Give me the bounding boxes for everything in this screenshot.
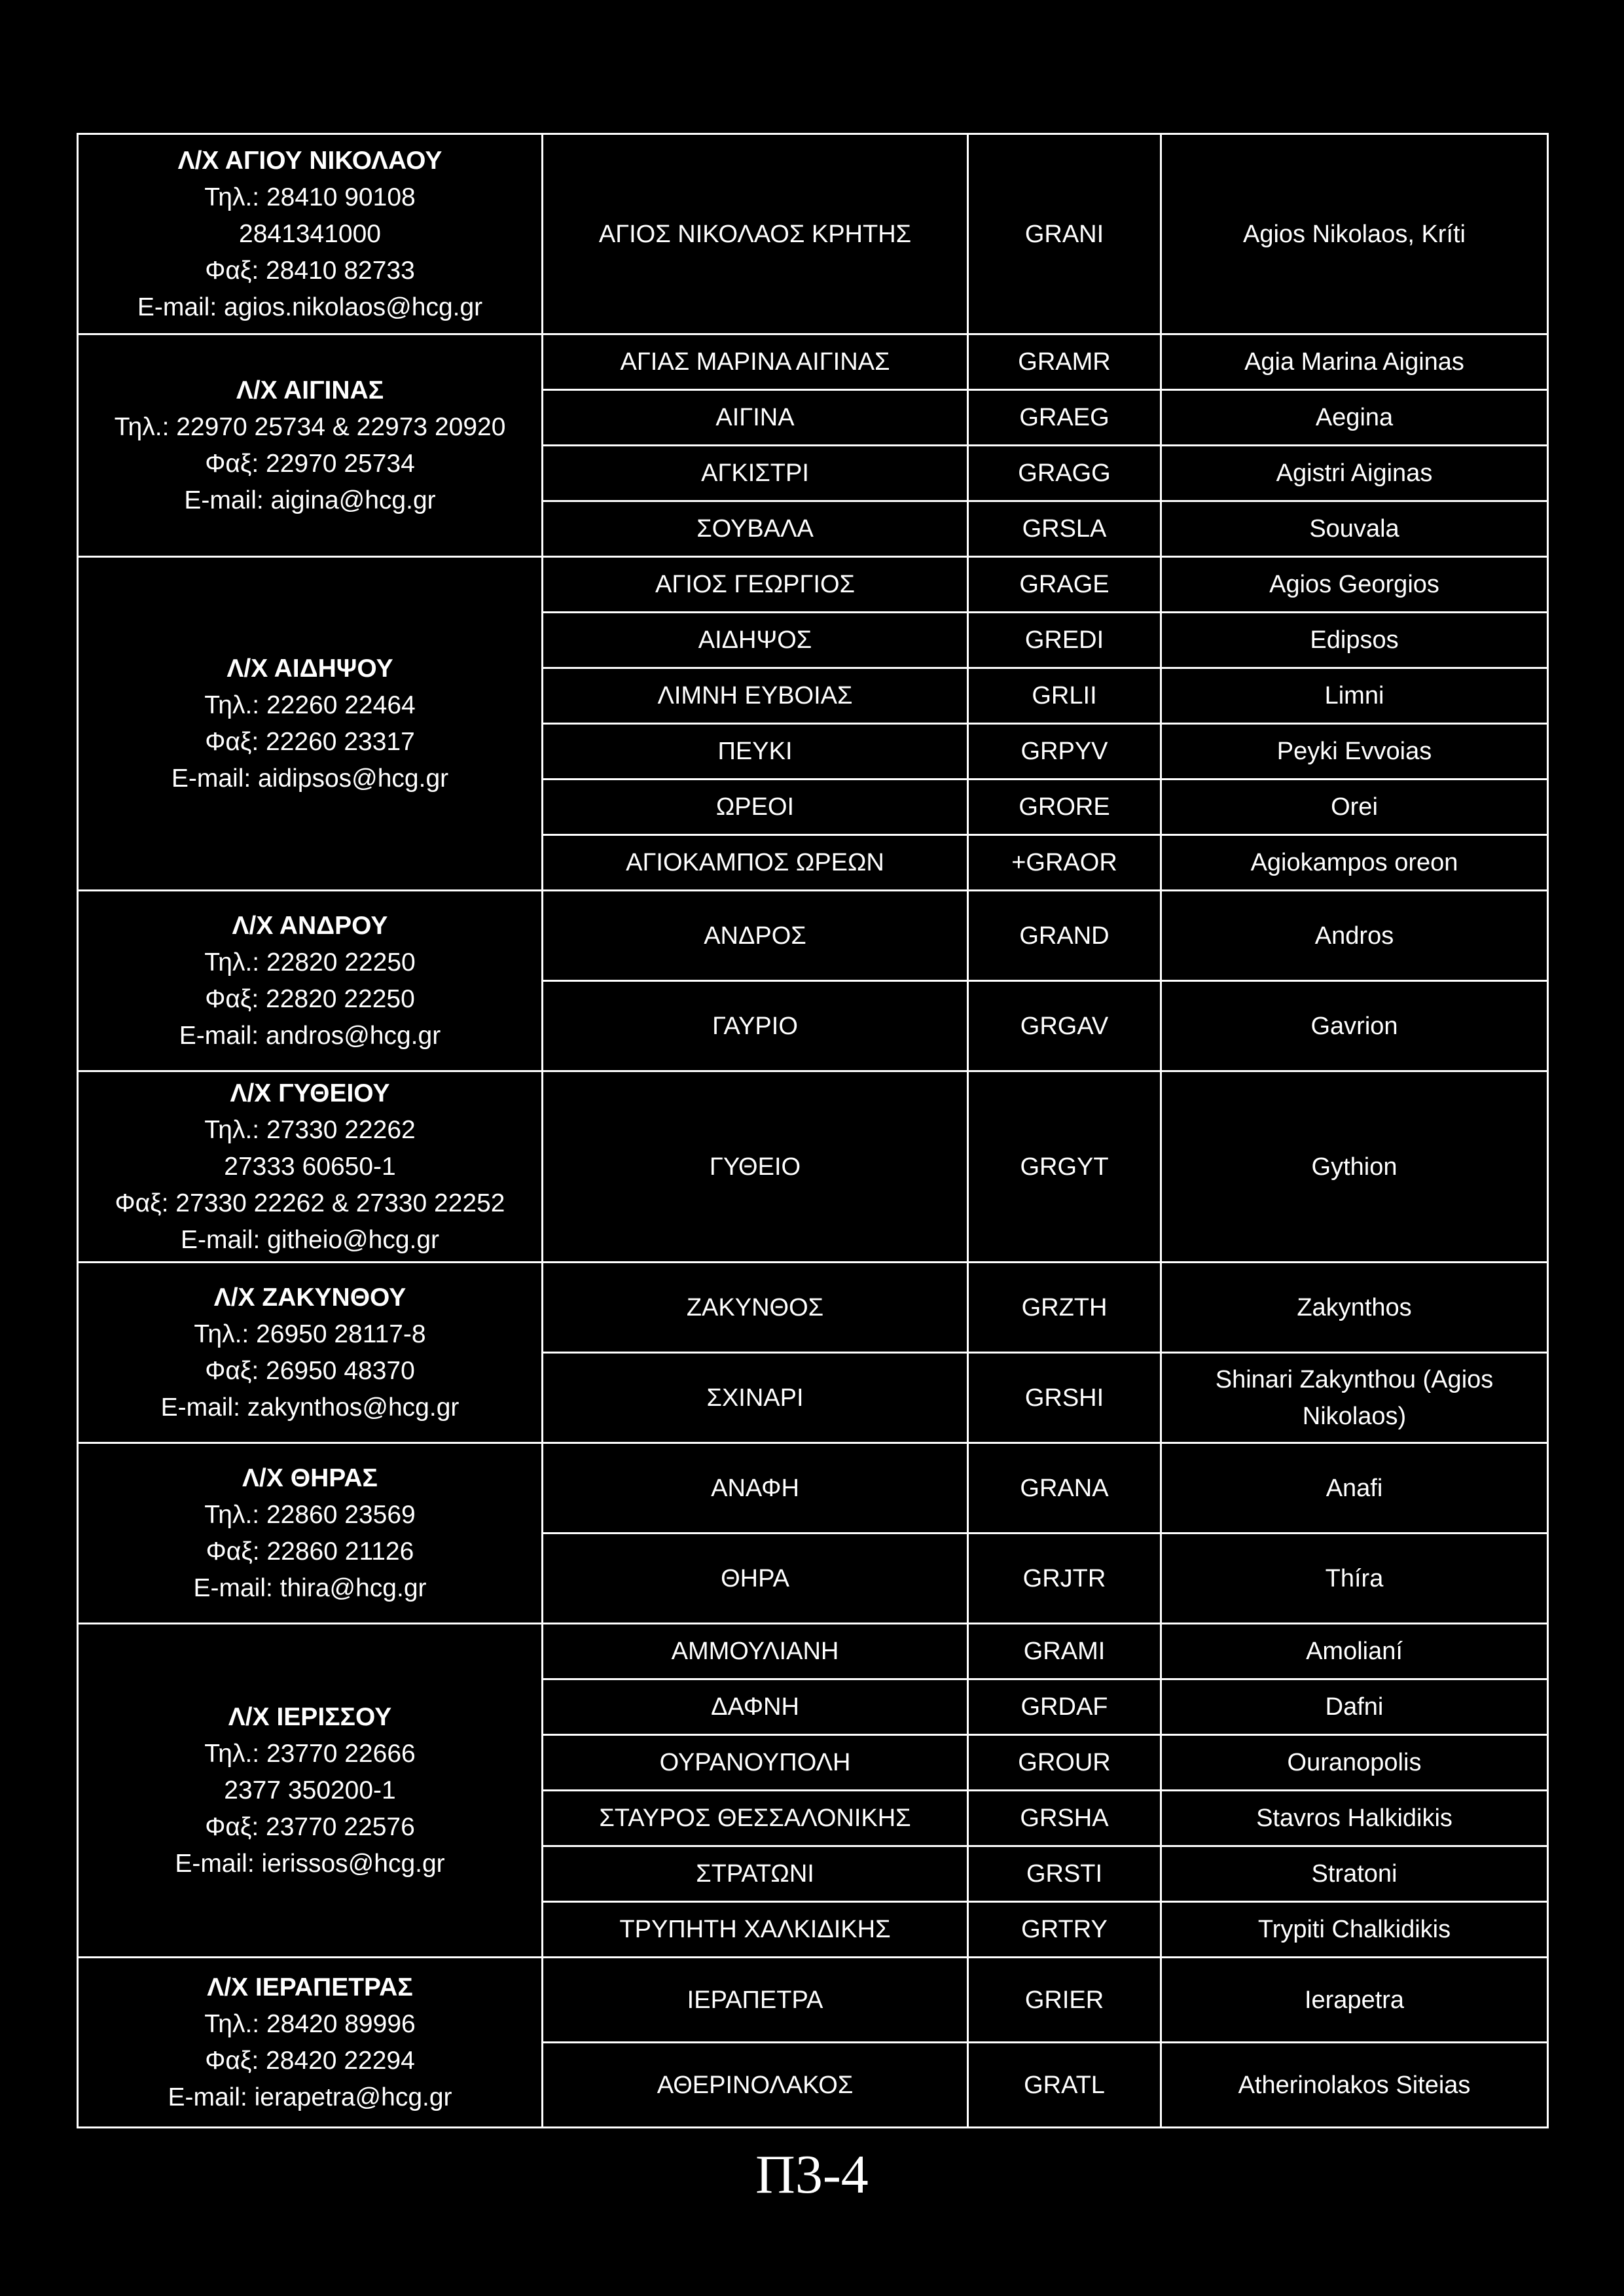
port-code: GRIER <box>968 1958 1161 2043</box>
office-name: Λ/Χ ΑΓΙΟΥ ΝΙΚΟΛΑΟΥ <box>177 146 442 175</box>
port-name-latin: Stavros Halkidikis <box>1161 1791 1548 1846</box>
port-name-greek: ΖΑΚΥΝΘΟΣ <box>543 1263 968 1353</box>
port-code: GRSLA <box>968 501 1161 557</box>
port-code: GRPYV <box>968 724 1161 780</box>
port-code: GRGYT <box>968 1071 1161 1263</box>
port-name-latin: Ouranopolis <box>1161 1735 1548 1791</box>
office-contact-line: Τηλ.: 22970 25734 & 22973 20920 <box>114 412 506 441</box>
office-name: Λ/Χ ΓΥΘΕΙΟΥ <box>230 1079 390 1107</box>
port-code: GROUR <box>968 1735 1161 1791</box>
port-name-greek: ΑΓΙΟΣ ΝΙΚΟΛΑΟΣ ΚΡΗΤΗΣ <box>543 134 968 334</box>
harbour-office-cell <box>78 1958 543 2128</box>
harbour-office-cell <box>78 1443 543 1624</box>
port-name-greek: ΔΑΦΝΗ <box>543 1679 968 1735</box>
harbour-office-cell <box>78 1624 543 1958</box>
port-name-latin: Stratoni <box>1161 1846 1548 1902</box>
port-name-latin: Agiokampos oreon <box>1161 835 1548 891</box>
office-contact-line: Τηλ.: 28420 89996 <box>204 2009 416 2038</box>
port-name-latin: Agios Georgios <box>1161 557 1548 613</box>
office-contact-line: 2841341000 <box>239 219 381 248</box>
port-name-greek: ΑΜΜΟΥΛΙΑΝΗ <box>543 1624 968 1679</box>
port-code: GRZTH <box>968 1263 1161 1353</box>
port-name-greek: ΑΝΔΡΟΣ <box>543 891 968 981</box>
table-row <box>78 1624 1548 1679</box>
port-name-greek: ΘΗΡΑ <box>543 1534 968 1624</box>
port-name-latin: Gavrion <box>1161 981 1548 1071</box>
port-name-latin: Orei <box>1161 780 1548 835</box>
office-contact-line: Φαξ: 22970 25734 <box>205 449 415 478</box>
port-name-latin: Dafni <box>1161 1679 1548 1735</box>
page-number: Π3-4 <box>755 2144 869 2205</box>
harbour-office-cell <box>78 134 543 334</box>
port-name-latin: Andros <box>1161 891 1548 981</box>
table-row <box>78 134 1548 334</box>
office-contact-line: 2377 350200-1 <box>224 1776 396 1804</box>
harbour-office-cell <box>78 334 543 557</box>
office-contact-line: 27333 60650-1 <box>224 1152 396 1181</box>
port-name-greek: ΤΡΥΠΗΤΗ ΧΑΛΚΙΔΙΚΗΣ <box>543 1902 968 1958</box>
table-row <box>78 891 1548 981</box>
office-contact-line: Φαξ: 22820 22250 <box>205 984 415 1013</box>
port-name-greek: ΣΧΙΝΑΡΙ <box>543 1353 968 1443</box>
port-name-greek: ΑΓΙΟΣ ΓΕΩΡΓΙΟΣ <box>543 557 968 613</box>
office-contact-line: Φαξ: 26950 48370 <box>205 1356 415 1385</box>
harbour-offices-table <box>77 133 1549 2128</box>
office-contact-line: E-mail: andros@hcg.gr <box>179 1021 441 1050</box>
port-name-latin: Aegina <box>1161 390 1548 446</box>
office-contact-line: Τηλ.: 22860 23569 <box>204 1500 416 1529</box>
table-row <box>78 557 1548 613</box>
port-name-greek: ΣΟΥΒΑΛΑ <box>543 501 968 557</box>
office-contact-line: Φαξ: 28410 82733 <box>205 256 415 285</box>
port-name-greek: ΓΥΘΕΙΟ <box>543 1071 968 1263</box>
port-name-latin: Ierapetra <box>1161 1958 1548 2043</box>
port-code: GRSTI <box>968 1846 1161 1902</box>
port-name-latin: Agia Marina Aiginas <box>1161 334 1548 390</box>
port-code: GRAEG <box>968 390 1161 446</box>
port-name-greek: ΣΤΑΥΡΟΣ ΘΕΣΣΑΛΟΝΙΚΗΣ <box>543 1791 968 1846</box>
port-code: GRSHA <box>968 1791 1161 1846</box>
port-name-latin: Souvala <box>1161 501 1548 557</box>
office-contact-line: Φαξ: 23770 22576 <box>205 1812 415 1841</box>
port-code: GRAMR <box>968 334 1161 390</box>
harbour-office-cell <box>78 557 543 891</box>
port-code: GRANA <box>968 1443 1161 1534</box>
port-code: GRANI <box>968 134 1161 334</box>
port-name-greek: ΑΓΚΙΣΤΡΙ <box>543 446 968 501</box>
table-body <box>78 134 1548 2128</box>
port-name-latin: Atherinolakos Siteias <box>1161 2043 1548 2128</box>
port-name-latin: Gythion <box>1161 1071 1548 1263</box>
port-name-greek: ΟΥΡΑΝΟΥΠΟΛΗ <box>543 1735 968 1791</box>
office-name: Λ/Χ ΙΕΡΑΠΕΤΡΑΣ <box>207 1973 413 2001</box>
office-contact-line: E-mail: thira@hcg.gr <box>193 1573 427 1602</box>
office-contact-line: Τηλ.: 22820 22250 <box>204 948 416 977</box>
port-code: GRSHI <box>968 1353 1161 1443</box>
port-name-greek: ΓΑΥΡΙΟ <box>543 981 968 1071</box>
office-name: Λ/Χ ΑΝΔΡΟΥ <box>232 911 388 940</box>
office-contact-line: E-mail: githeio@hcg.gr <box>180 1225 440 1254</box>
port-code: GRTRY <box>968 1902 1161 1958</box>
office-contact-line: Τηλ.: 27330 22262 <box>204 1115 416 1144</box>
port-name-latin: Edipsos <box>1161 613 1548 668</box>
office-contact-line: Τηλ.: 28410 90108 <box>204 183 416 211</box>
port-name-greek: ΣΤΡΑΤΩΝΙ <box>543 1846 968 1902</box>
table-row <box>78 1443 1548 1534</box>
port-name-greek: ΑΝΑΦΗ <box>543 1443 968 1534</box>
port-name-latin: Agios Nikolaos, Kríti <box>1161 134 1548 334</box>
harbour-office-cell <box>78 1071 543 1263</box>
office-contact-line: Φαξ: 28420 22294 <box>205 2046 415 2075</box>
harbour-office-cell <box>78 891 543 1071</box>
port-code: GREDI <box>968 613 1161 668</box>
port-code: GRAMI <box>968 1624 1161 1679</box>
port-name-greek: ΑΓΙΟΚΑΜΠΟΣ ΩΡΕΩΝ <box>543 835 968 891</box>
office-contact-line: Τηλ.: 23770 22666 <box>204 1739 416 1768</box>
port-name-latin: Limni <box>1161 668 1548 724</box>
office-contact-line: E-mail: ierissos@hcg.gr <box>175 1849 445 1878</box>
office-contact-line: E-mail: agios.nikolaos@hcg.gr <box>137 293 483 321</box>
office-name: Λ/Χ ΖΑΚΥΝΘΟΥ <box>213 1283 406 1312</box>
table-row <box>78 1071 1548 1263</box>
port-code: GRAGG <box>968 446 1161 501</box>
port-name-latin: Agistri Aiginas <box>1161 446 1548 501</box>
port-name-latin: Amolianí <box>1161 1624 1548 1679</box>
office-name: Λ/Χ ΘΗΡΑΣ <box>242 1463 378 1492</box>
port-code: GRORE <box>968 780 1161 835</box>
office-contact-line: Φαξ: 22260 23317 <box>205 727 415 756</box>
office-contact-line: E-mail: ierapetra@hcg.gr <box>168 2083 452 2111</box>
port-code: GRAND <box>968 891 1161 981</box>
port-name-latin: Trypiti Chalkidikis <box>1161 1902 1548 1958</box>
port-name-greek: ΑΙΔΗΨΟΣ <box>543 613 968 668</box>
office-contact-line: E-mail: aigina@hcg.gr <box>184 486 436 514</box>
office-name: Λ/Χ ΑΙΔΗΨΟΥ <box>226 654 393 683</box>
harbour-office-cell <box>78 1263 543 1443</box>
port-code: GRGAV <box>968 981 1161 1071</box>
port-code: +GRAOR <box>968 835 1161 891</box>
table-row <box>78 1263 1548 1353</box>
port-name-greek: ΑΙΓΙΝΑ <box>543 390 968 446</box>
port-name-latin: Shinari Zakynthou (Agios Nikolaos) <box>1161 1353 1548 1443</box>
port-name-latin: Anafi <box>1161 1443 1548 1534</box>
port-name-greek: ΛΙΜΝΗ ΕΥΒΟΙΑΣ <box>543 668 968 724</box>
table-row <box>78 334 1548 390</box>
port-code: GRJTR <box>968 1534 1161 1624</box>
port-code: GRDAF <box>968 1679 1161 1735</box>
office-contact-line: E-mail: zakynthos@hcg.gr <box>160 1393 460 1422</box>
port-name-latin: Thíra <box>1161 1534 1548 1624</box>
port-name-greek: ΩΡΕΟΙ <box>543 780 968 835</box>
office-name: Λ/Χ ΑΙΓΙΝΑΣ <box>236 376 384 404</box>
port-name-latin: Zakynthos <box>1161 1263 1548 1353</box>
port-name-greek: ΑΘΕΡΙΝΟΛΑΚΟΣ <box>543 2043 968 2128</box>
port-code: GRATL <box>968 2043 1161 2128</box>
port-name-greek: ΠΕΥΚΙ <box>543 724 968 780</box>
port-name-greek: ΙΕΡΑΠΕΤΡΑ <box>543 1958 968 2043</box>
port-name-latin: Peyki Evvoias <box>1161 724 1548 780</box>
port-code: GRAGE <box>968 557 1161 613</box>
office-contact-line: Τηλ.: 22260 22464 <box>204 691 416 719</box>
office-name: Λ/Χ ΙΕΡΙΣΣΟΥ <box>228 1702 392 1731</box>
office-contact-line: Φαξ: 22860 21126 <box>206 1537 414 1566</box>
port-code: GRLII <box>968 668 1161 724</box>
table-row <box>78 1958 1548 2043</box>
office-contact-line: Τηλ.: 26950 28117-8 <box>194 1319 426 1348</box>
port-name-greek: ΑΓΙΑΣ ΜΑΡΙΝΑ ΑΙΓΙΝΑΣ <box>543 334 968 390</box>
office-contact-line: Φαξ: 27330 22262 & 27330 22252 <box>115 1189 505 1217</box>
office-contact-line: E-mail: aidipsos@hcg.gr <box>171 764 449 793</box>
